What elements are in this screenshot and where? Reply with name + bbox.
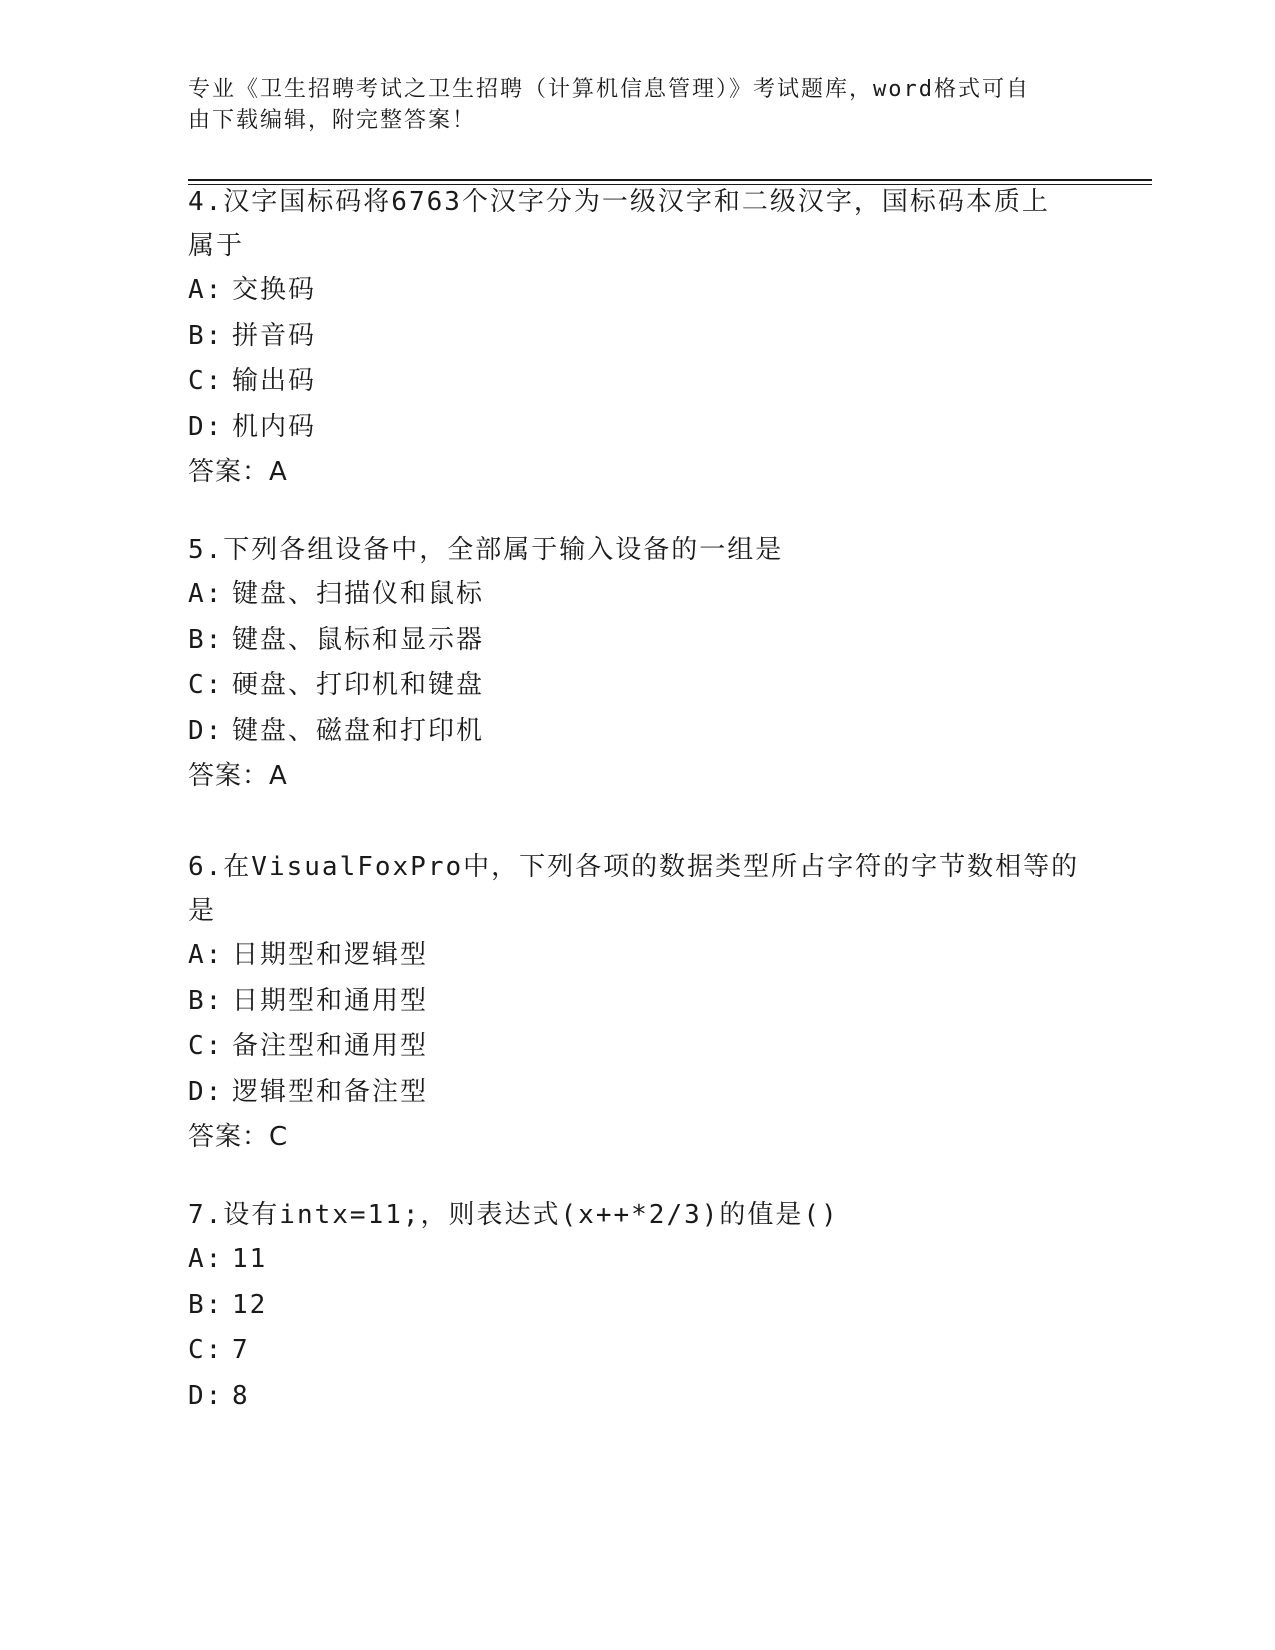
question-stem-continued: 属于 (188, 231, 245, 261)
option-text: 键盘、磁盘和打印机 (232, 715, 485, 746)
option-text: 键盘、鼠标和显示器 (232, 624, 485, 655)
question-stem: 6.在VisualFoxPro中，下列各项的数据类型所占字符的字节数相等的 (188, 852, 1080, 882)
option-a (188, 1237, 1088, 1283)
option-text: 11 (232, 1244, 268, 1274)
option-letter: C: (188, 670, 224, 700)
question-stem: 5.下列各组设备中，全部属于输入设备的一组是 (188, 535, 784, 565)
option-letter: B: (188, 1289, 224, 1320)
answer-line: 答案：A (188, 457, 288, 487)
answer-line: 答案：A (188, 761, 288, 791)
option-c (188, 359, 1088, 405)
option-letter: B: (188, 985, 224, 1016)
option-b (188, 618, 1088, 664)
option-text: 7 (232, 1335, 250, 1365)
option-letter: D: (188, 411, 224, 442)
question-block (188, 1193, 1088, 1419)
question-stem-continued: 是 (188, 896, 217, 926)
option-text: 键盘、扫描仪和鼠标 (232, 579, 485, 609)
option-text: 8 (232, 1380, 250, 1411)
option-text: 逻辑型和备注型 (232, 1076, 429, 1107)
option-c (188, 1024, 1088, 1070)
option-letter: C: (188, 366, 224, 396)
option-letter: B: (188, 320, 224, 351)
option-letter: A: (188, 579, 224, 609)
option-text: 日期型和通用型 (232, 985, 429, 1016)
option-letter: A: (188, 1244, 224, 1274)
question-block (188, 528, 1088, 799)
option-text: 12 (232, 1289, 268, 1320)
intro-line-1: 专业《卫生招聘考试之卫生招聘（计算机信息管理）》考试题库，word格式可自 (188, 77, 1030, 102)
option-text: 拼音码 (232, 320, 317, 351)
question-block (188, 845, 1088, 1160)
option-c (188, 663, 1088, 709)
option-c (188, 1328, 1088, 1374)
option-text: 机内码 (232, 411, 317, 442)
option-b (188, 314, 1088, 360)
answer-line: 答案：C (188, 1122, 289, 1152)
option-d (188, 1374, 1088, 1420)
intro-line-2: 由下载编辑，附完整答案！ (188, 108, 477, 133)
option-text: 日期型和逻辑型 (232, 940, 429, 970)
option-b (188, 1283, 1088, 1329)
question-stem: 7.设有intx=11;，则表达式(x++*2/3)的值是() (188, 1200, 839, 1230)
option-text: 硬盘、打印机和键盘 (232, 670, 485, 700)
option-text: 交换码 (232, 275, 317, 305)
option-letter: B: (188, 624, 224, 655)
question-block (188, 180, 1088, 495)
option-text: 备注型和通用型 (232, 1031, 429, 1061)
option-letter: C: (188, 1335, 224, 1365)
option-a (188, 268, 1088, 314)
option-letter: C: (188, 1031, 224, 1061)
option-a (188, 572, 1088, 618)
option-letter: D: (188, 1076, 224, 1107)
question-stem: 4.汉字国标码将6763个汉字分为一级汉字和二级汉字，国标码本质上 (188, 187, 1050, 217)
option-letter: D: (188, 1380, 224, 1411)
option-a (188, 933, 1088, 979)
option-letter: A: (188, 940, 224, 970)
option-b (188, 979, 1088, 1025)
option-d (188, 1070, 1088, 1116)
document-intro (188, 74, 1068, 136)
option-letter: D: (188, 715, 224, 746)
option-d (188, 709, 1088, 755)
option-text: 输出码 (232, 366, 317, 396)
option-letter: A: (188, 275, 224, 305)
option-d (188, 405, 1088, 451)
